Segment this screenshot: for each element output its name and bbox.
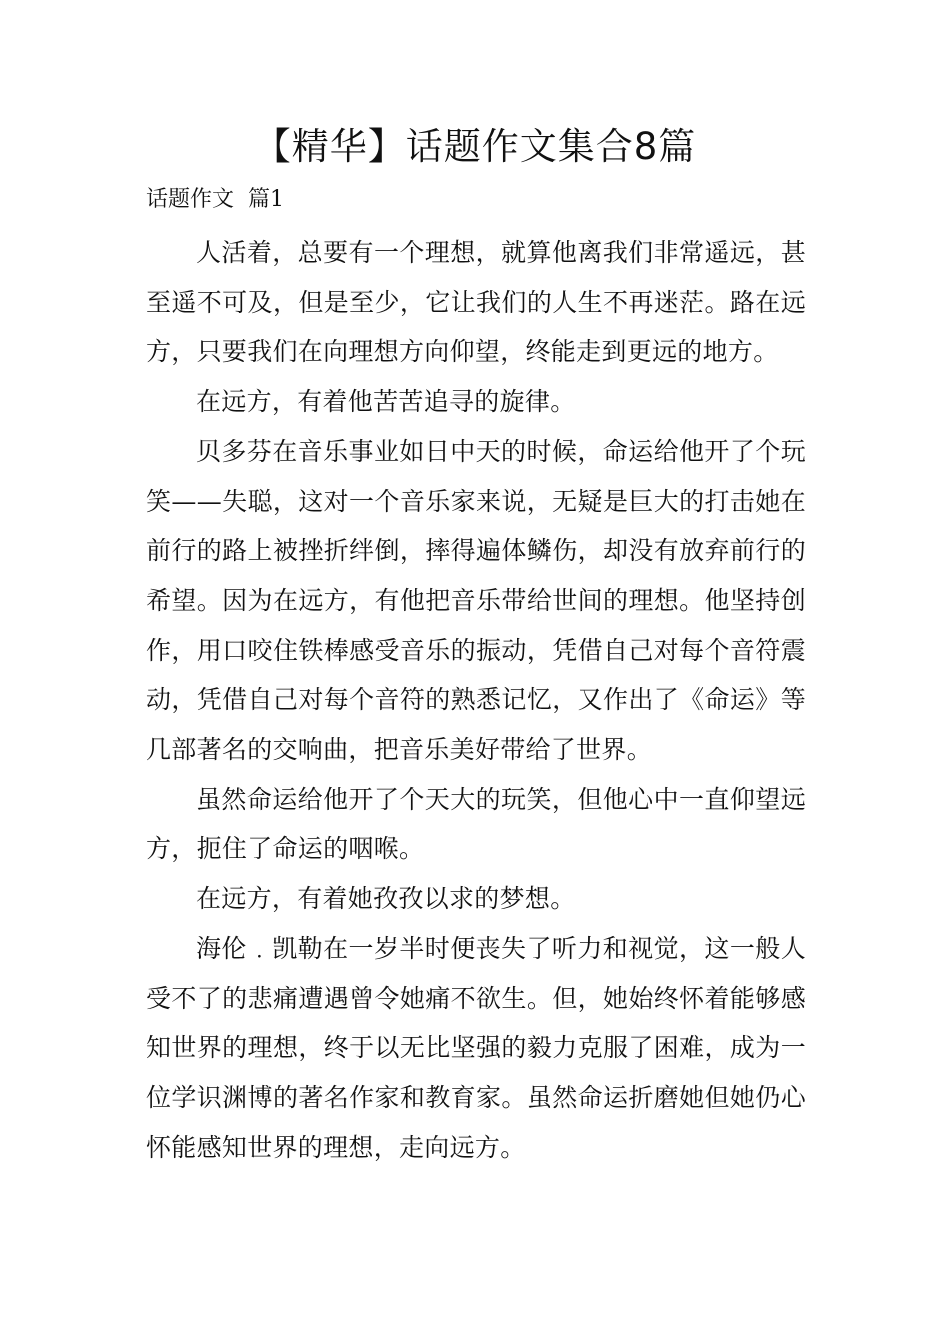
section-heading: 话题作文 篇1 [146,187,284,212]
document-body [146,228,806,1172]
paragraph: 海伦﹒凯勒在一岁半时便丧失了听力和视觉，这一般人受不了的悲痛遭遇曾令她痛不欲生。但，她始终怀着能够感知世界的理想，终于以无比坚强的毅力克服了困难，成为一位学识渊博的著名作家和教育家。虽然命运折磨她但她仍心怀能感知世界的理想，走向远方。 [146,933,806,1162]
paragraph: 虽然命运给他开了个天大的玩笑，但他心中一直仰望远方，扼住了命运的咽喉。 [146,784,806,864]
paragraph: 人活着，总要有一个理想，就算他离我们非常遥远，甚至遥不可及，但是至少，它让我们的人生不再迷茫。路在远方，只要我们在向理想方向仰望，终能走到更远的地方。 [146,238,806,367]
paragraph: 在远方，有着他苦苦追寻的旋律。 [196,387,576,417]
paragraph: 贝多芬在音乐事业如日中天的时候，命运给他开了个玩笑——失聪，这对一个音乐家来说，无疑是巨大的打击她在前行的路上被挫折绊倒，摔得遍体鳞伤，却没有放弃前行的希望。因为在远方，有他把音乐带给世间的理想。他坚持创作，用口咬住铁棒感受音乐的振动，凭借自己对每个音符震动，凭借自己对每个音符的熟悉记忆，又作出了《命运》等几部著名的交响曲，把音乐美好带给了世界。 [146,436,806,765]
document-title: 【精华】话题作文集合8篇 [253,125,697,168]
paragraph: 在远方，有着她孜孜以求的梦想。 [196,884,576,914]
